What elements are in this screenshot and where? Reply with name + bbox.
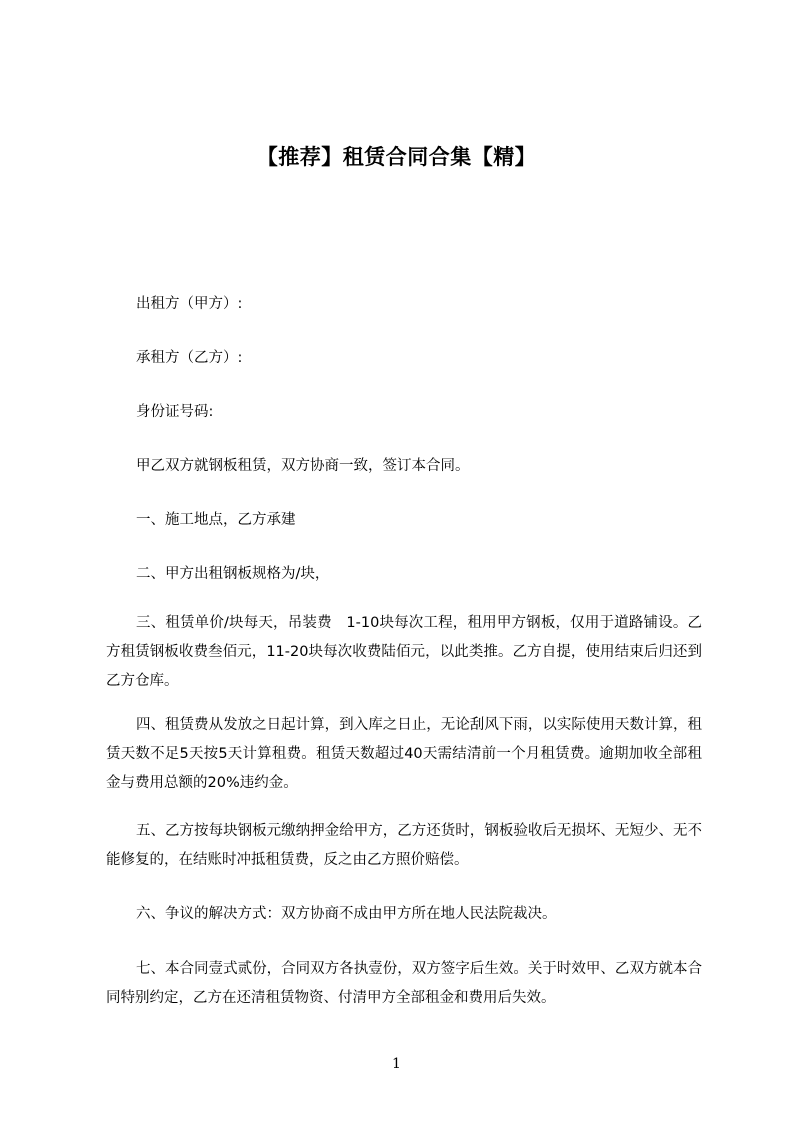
clause-6: 六、争议的解决方式：双方协商不成由甲方所在地人民法院裁决。	[136, 906, 557, 922]
id-number-line: 身份证号码:	[136, 404, 214, 420]
clause-7: 七、本合同壹式贰份，合同双方各执壹份，双方签字后生效。关于时效甲、乙双方就本合同特别约定，乙方在还清租赁物资、付清甲方全部租金和费用后失效。	[106, 961, 702, 1006]
clause-3: 三、租赁单价/块每天，吊装费 1-10块每次工程，租用甲方钢板，仅用于道路铺设。乙方租赁钢板收费叁佰元，11-20块每次收费陆佰元，以此类推。乙方自提，使用结束后归还到乙方仓库。	[106, 615, 702, 689]
clause-2: 二、甲方出租钢板规格为/块，	[136, 566, 330, 582]
lessor-line: 出租方（甲方）:	[136, 296, 243, 312]
page-number: 1	[392, 1056, 401, 1072]
document-title: 【推荐】租赁合同合集【精】	[256, 145, 537, 169]
lessee-line: 承租方（乙方）:	[136, 350, 243, 366]
clause-4: 四、租赁费从发放之日起计算，到入库之日止，无论刮风下雨，以实际使用天数计算，租赁天数不足5天按5天计算租费。租赁天数超过40天需结清前一个月租赁费。逾期加收全部租金与费用总额的20%违约金。	[106, 717, 702, 791]
clause-1: 一、施工地点，乙方承建	[136, 512, 296, 528]
clause-5: 五、乙方按每块钢板元缴纳押金给甲方，乙方还货时，钢板验收后无损坏、无短少、无不能修复的，在结账时冲抵租赁费，反之由乙方照价赔偿。	[106, 823, 702, 868]
intro-paragraph: 甲乙双方就钢板租赁，双方协商一致，签订本合同。	[136, 458, 470, 474]
